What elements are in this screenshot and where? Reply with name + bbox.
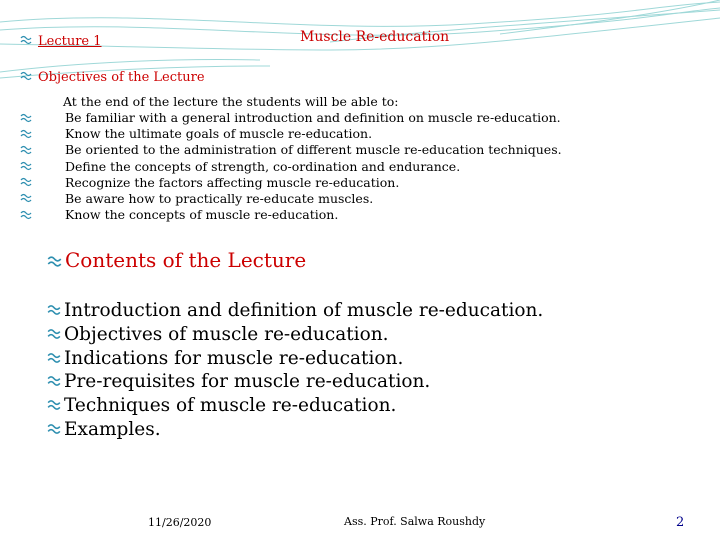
- list-item: Know the concepts of muscle re-education.: [65, 207, 562, 223]
- contents-heading: [47, 248, 306, 272]
- list-item: Indications for muscle re-education.: [47, 347, 543, 371]
- wavy-bullet-icon: [20, 176, 32, 188]
- list-item: Introduction and definition of muscle re-education.: [47, 299, 543, 323]
- contents-heading-text: Contents of the Lecture: [65, 248, 307, 272]
- list-item: Objectives of muscle re-education.: [47, 323, 543, 347]
- objectives-heading-text: Objectives of the Lecture: [38, 70, 205, 85]
- objectives-list: [65, 110, 562, 223]
- wavy-bullet-icon: [47, 303, 61, 317]
- list-item: Be aware how to practically re-educate muscles.: [65, 191, 562, 207]
- wavy-bullet-icon: [20, 192, 32, 204]
- wavy-bullet-icon: [20, 112, 32, 124]
- list-item: Know the ultimate goals of muscle re-education.: [65, 126, 562, 142]
- objectives-heading: [20, 66, 205, 85]
- wavy-bullet-icon: [47, 351, 61, 365]
- list-item: Define the concepts of strength, co-ordination and endurance.: [65, 159, 562, 175]
- wavy-bullet-icon: [47, 374, 61, 388]
- wavy-bullet-icon: [20, 128, 32, 140]
- list-item: Be oriented to the administration of different muscle re-education techniques.: [65, 142, 562, 158]
- page-number: 2: [676, 515, 685, 530]
- list-item: Techniques of muscle re-education.: [47, 394, 543, 418]
- wavy-bullet-icon: [47, 422, 61, 436]
- header-lecture[interactable]: [20, 30, 102, 49]
- list-item: Examples.: [47, 418, 543, 442]
- lecture-link[interactable]: Lecture 1: [38, 34, 102, 49]
- wavy-bullet-icon: [20, 70, 32, 82]
- wavy-bullet-icon: [47, 254, 62, 269]
- wavy-bullet-icon: [47, 327, 61, 341]
- wavy-bullet-icon: [20, 160, 32, 172]
- list-item: Recognize the factors affecting muscle re-education.: [65, 175, 562, 191]
- objectives-intro: At the end of the lecture the students will be able to:: [63, 94, 399, 109]
- list-item: Pre-requisites for muscle re-education.: [47, 370, 543, 394]
- wavy-bullet-icon: [20, 209, 32, 221]
- wavy-bullet-icon: [20, 144, 32, 156]
- list-item: Be familiar with a general introduction and definition on muscle re-education.: [65, 110, 562, 126]
- footer-author: Ass. Prof. Salwa Roushdy: [344, 515, 486, 528]
- slide-title: Muscle Re-education: [300, 29, 450, 45]
- footer-date: 11/26/2020: [148, 516, 212, 529]
- wavy-bullet-icon: [20, 34, 32, 46]
- contents-list: [47, 299, 543, 442]
- wavy-bullet-icon: [47, 398, 61, 412]
